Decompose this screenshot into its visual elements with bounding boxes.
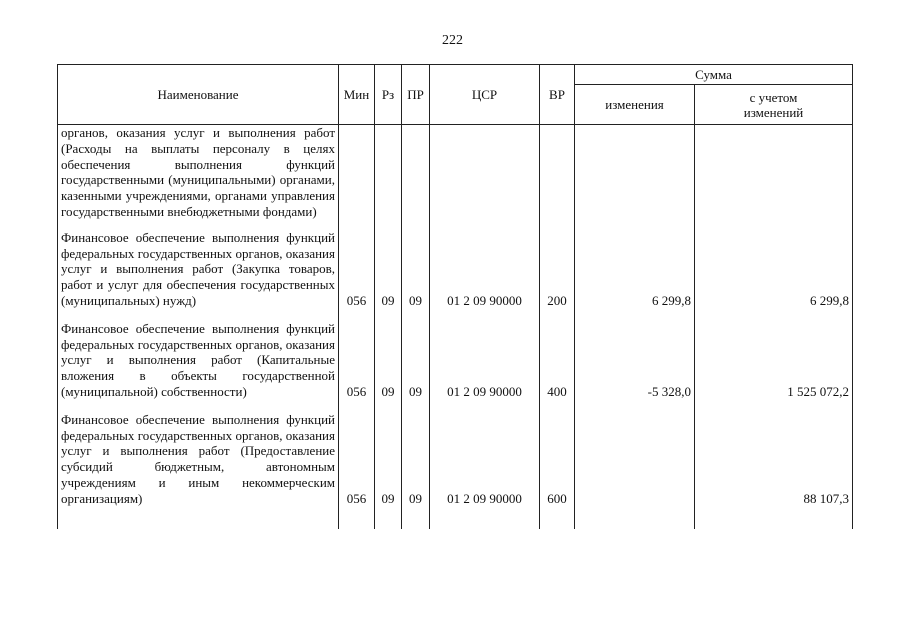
row-rz: 09 bbox=[375, 230, 402, 311]
row-total: 1 525 072,2 bbox=[695, 321, 853, 402]
row-change bbox=[575, 125, 695, 230]
row-vr: 600 bbox=[540, 412, 575, 509]
row-pr: 09 bbox=[402, 230, 430, 311]
row-spacer bbox=[58, 509, 853, 529]
row-spacer bbox=[58, 311, 853, 321]
header-name: Наименование bbox=[58, 65, 339, 125]
table-row bbox=[58, 125, 853, 230]
row-rz bbox=[375, 125, 402, 230]
row-pr: 09 bbox=[402, 412, 430, 509]
row-pr: 09 bbox=[402, 321, 430, 402]
row-total: 88 107,3 bbox=[695, 412, 853, 509]
row-min: 056 bbox=[339, 412, 375, 509]
row-change: -5 328,0 bbox=[575, 321, 695, 402]
row-rz: 09 bbox=[375, 412, 402, 509]
header-with-change: с учетом изменений bbox=[695, 85, 853, 125]
row-vr: 200 bbox=[540, 230, 575, 311]
row-change bbox=[575, 412, 695, 509]
row-min: 056 bbox=[339, 321, 375, 402]
row-name: Финансовое обеспечение выполнения функций федеральных государственных органов, оказания услуг и выполнения работ (Предоставление субсидий бюджетным, автономным учреждениям и иным некоммерческим организациям) bbox=[58, 412, 339, 509]
row-csr: 01 2 09 90000 bbox=[430, 412, 540, 509]
header-change: изменения bbox=[575, 85, 695, 125]
table-row bbox=[58, 321, 853, 402]
budget-table bbox=[57, 64, 853, 529]
header-row-top bbox=[58, 65, 853, 85]
row-min: 056 bbox=[339, 230, 375, 311]
header-sum: Сумма bbox=[575, 65, 853, 85]
row-name: органов, оказания услуг и выполнения работ (Расходы на выплаты персоналу в целях обеспечения выполнения функций государственными (муниципальными) органами, казенными учреждениями, органами управления государственными внебюджетными фондами) bbox=[58, 125, 339, 230]
row-rz: 09 bbox=[375, 321, 402, 402]
row-name: Финансовое обеспечение выполнения функций федеральных государственных органов, оказания услуг и выполнения работ (Капитальные вложения в объекты государственной (муниципальной) собственности) bbox=[58, 321, 339, 402]
row-csr: 01 2 09 90000 bbox=[430, 321, 540, 402]
row-vr: 400 bbox=[540, 321, 575, 402]
header-rz: Рз bbox=[375, 65, 402, 125]
row-change: 6 299,8 bbox=[575, 230, 695, 311]
row-csr bbox=[430, 125, 540, 230]
row-name: Финансовое обеспечение выполнения функций федеральных государственных органов, оказания услуг и выполнения работ (Закупка товаров, работ и услуг для обеспечения государственных (муниципальных) нужд) bbox=[58, 230, 339, 311]
header-min: Мин bbox=[339, 65, 375, 125]
row-total: 6 299,8 bbox=[695, 230, 853, 311]
header-csr: ЦСР bbox=[430, 65, 540, 125]
row-vr bbox=[540, 125, 575, 230]
row-csr: 01 2 09 90000 bbox=[430, 230, 540, 311]
row-total bbox=[695, 125, 853, 230]
table-row bbox=[58, 412, 853, 509]
row-pr bbox=[402, 125, 430, 230]
page-number: 222 bbox=[442, 33, 463, 48]
header-vr: ВР bbox=[540, 65, 575, 125]
row-min bbox=[339, 125, 375, 230]
row-spacer bbox=[58, 402, 853, 412]
header-pr: ПР bbox=[402, 65, 430, 125]
table-row bbox=[58, 230, 853, 311]
